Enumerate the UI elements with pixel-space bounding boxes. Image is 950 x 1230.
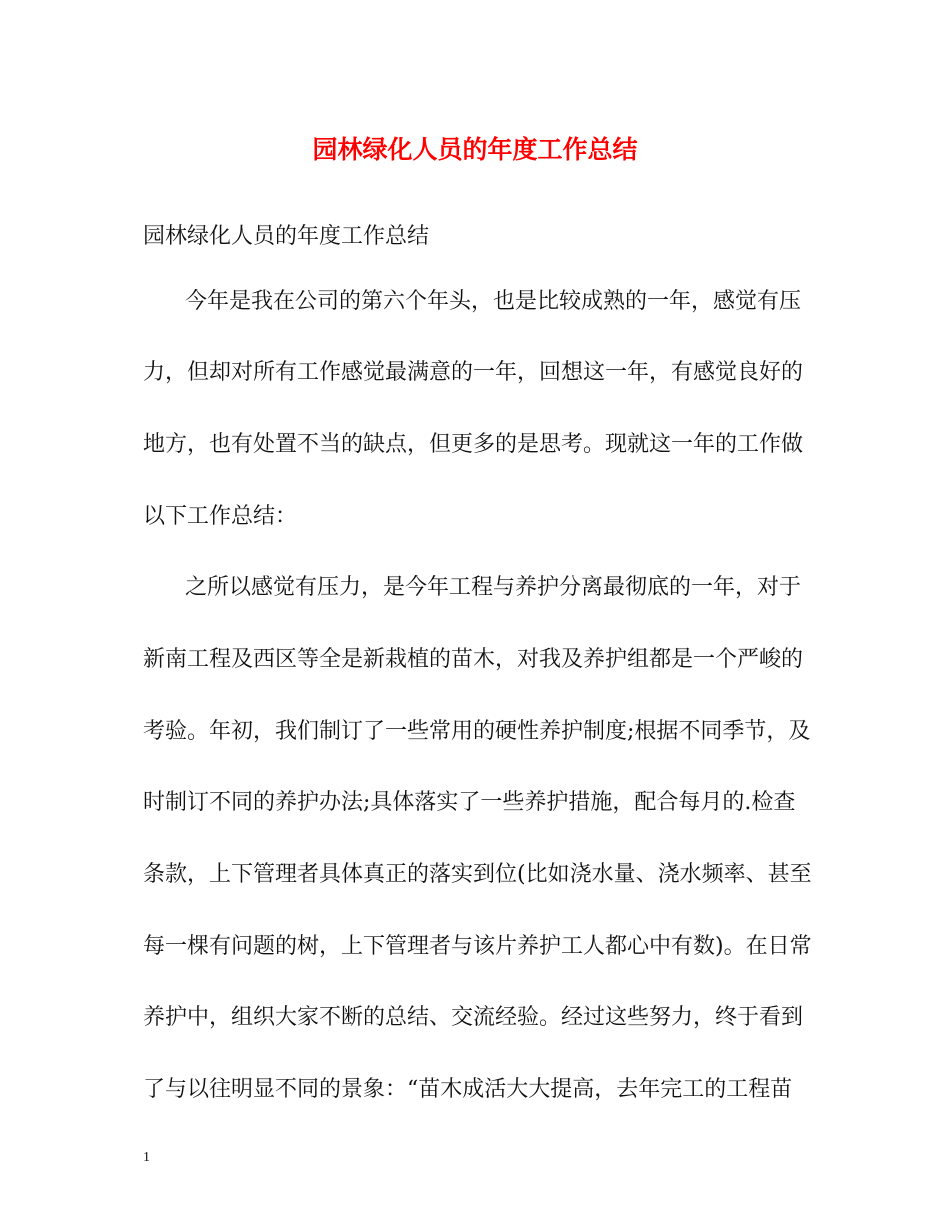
paragraph-line: 每一棵有问题的树，上下管理者与该片养护工人都心中有数)。在日常 xyxy=(143,934,812,959)
paragraph-line: 今年是我在公司的第六个年头，也是比较成熟的一年，感觉有压 xyxy=(185,289,802,314)
paragraph-line: 新南工程及西区等全是新栽植的苗木，对我及养护组都是一个严峻的 xyxy=(143,647,804,672)
paragraph-line: 力，但却对所有工作感觉最满意的一年，回想这一年，有感觉良好的 xyxy=(143,360,804,385)
paragraph-line: 了与以往明显不同的景象：“苗木成活大大提高，去年完工的工程苗 xyxy=(143,1077,793,1102)
paragraph-line: 以下工作总结： xyxy=(143,504,298,529)
document-title: 园林绿化人员的年度工作总结 xyxy=(312,135,638,164)
page-number: 1 xyxy=(143,1150,150,1165)
paragraph-line: 时制订不同的养护办法;具体落实了一些养护措施，配合每月的.检查 xyxy=(143,790,796,815)
paragraph-line: 考验。年初，我们制订了一些常用的硬性养护制度;根据不同季节，及 xyxy=(143,719,811,744)
paragraph-line: 之所以感觉有压力，是今年工程与养护分离最彻底的一年，对于 xyxy=(185,575,802,600)
document-subtitle: 园林绿化人员的年度工作总结 xyxy=(143,224,430,249)
paragraph-line: 养护中，组织大家不断的总结、交流经验。经过这些努力，终于看到 xyxy=(143,1005,804,1030)
paragraph-line: 地方，也有处置不当的缺点，但更多的是思考。现就这一年的工作做 xyxy=(143,432,804,457)
paragraph-line: 条款，上下管理者具体真正的落实到位(比如浇水量、浇水频率、甚至 xyxy=(143,862,812,887)
